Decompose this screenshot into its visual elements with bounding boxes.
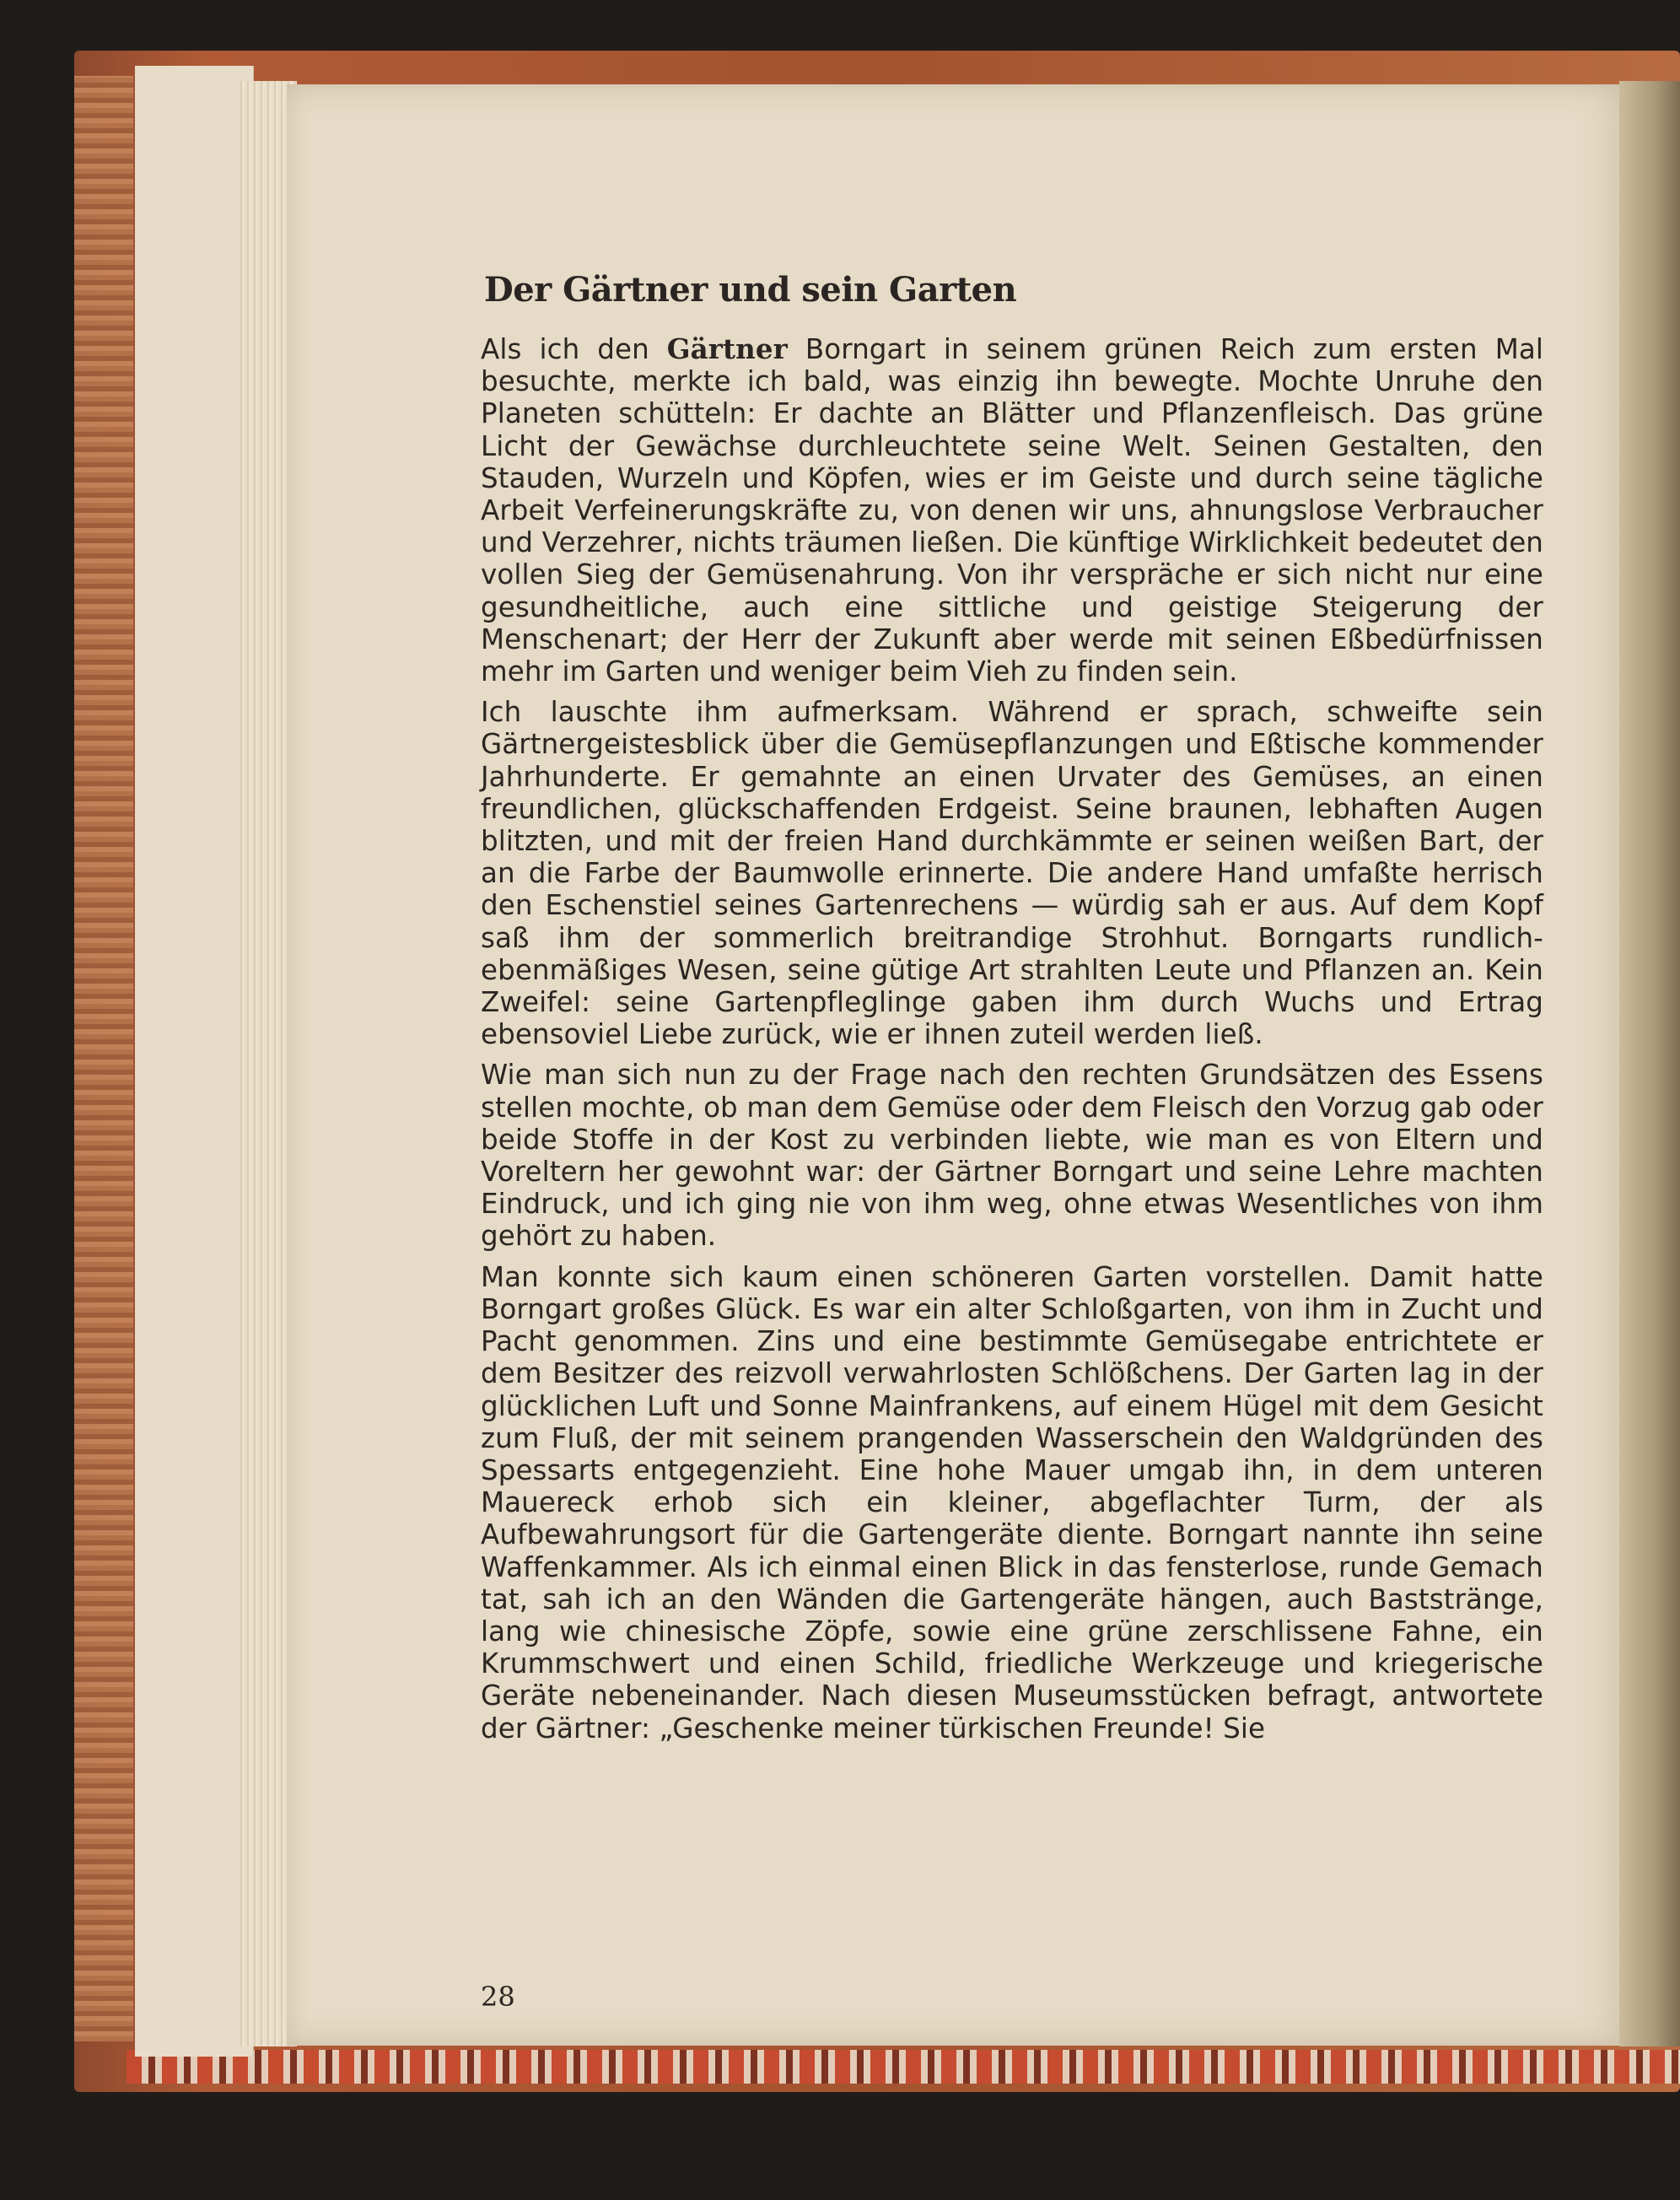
cover-edge xyxy=(74,76,133,2041)
book-page xyxy=(287,84,1636,2046)
paragraph-1 xyxy=(481,333,1543,688)
cover-stripe xyxy=(127,2050,1680,2084)
page-gutter xyxy=(1619,81,1680,2046)
paragraph-4: Man konnte sich kaum einen schöneren Garten vorstellen. Damit hatte Borngart großes Glück. Es war ein alter Schloßgarten, von ihm in Zucht und Pacht genommen. Zins und eine bestimmte Gemüsegabe entrichtete er dem Besitzer des reizvoll verwahrlosten Schlößchens. Der Garten lag in der glücklichen Luft und Sonne Mainfrankens, auf einem Hügel mit dem Gesicht zum Fluß, der mit seinem prangenden Wasserschein den Waldgründen des Spessarts entgegenzieht. Eine hohe Mauer umgab ihn, in dem unteren Mauereck erhob sich ein kleiner, abgeflachter Turm, der als Aufbewahrungsort für die Gartengeräte diente. Borngart nannte ihn seine Waffenkammer. Als ich einmal einen Blick in das fensterlose, runde Gemach tat, sah ich an den Wänden die Gartengeräte hängen, auch Baststränge, lang wie chinesische Zöpfe, sowie eine grüne zerschlissene Fahne, ein Krummschwert und einen Schild, friedliche Werkzeuge und kriegerische Geräte nebeneinander. Nach diesen Museumsstücken befragt, antwortete der Gärtner: „Geschenke meiner türkischen Freunde! Sie xyxy=(481,1260,1543,1744)
page-title: Der Gärtner und sein Garten xyxy=(484,270,1017,310)
paragraph-2: Ich lauschte ihm aufmerksam. Während er sprach, schweifte sein Gärtnergeistesblick über die Gemüsepflanzungen und Eßtische kommender Jahrhunderte. Er gemahnte an einen Urvater des Gemüses, an einen freundlichen, glückschaffenden Erdgeist. Seine braunen, lebhaften Augen blitzten, und mit der freien Hand durchkämmte er seinen weißen Bart, der an die Farbe der Baumwolle erinnerte. Die andere Hand umfaßte herrisch den Eschenstiel seines Gartenrechens — würdig sah er aus. Auf dem Kopf saß ihm der sommerlich breitrandige Strohhut. Borngarts rundlich-ebenmäßiges Wesen, seine gütige Art strahlten Leute und Pflanzen an. Kein Zweifel: seine Gartenpfleglinge gaben ihm durch Wuchs und Ertrag ebensoviel Liebe zurück, wie er ihnen zuteil werden ließ. xyxy=(481,696,1543,1051)
paragraph-1-text: Borngart in seinem grünen Reich zum ersten Mal besuchte, merkte ich bald, was einzig ihn bewegte. Mochte Unruhe den Planeten schütteln: Er dachte an Blätter und Pflanzenfleisch. Das grüne Licht der Gewächse durchleuchtete seine Welt. Seinen Gestalten, den Stauden, Wurzeln und Köpfen, wies er im Geiste und durch seine tägliche Arbeit Verfeinerungskräfte zu, von denen wir uns, ahnungslose Verbraucher und Verzehrer, nichts träumen ließen. Die künftige Wirklichkeit bedeutet den vollen Sieg der Gemüsenahrung. Von ihr verspräche er sich nicht nur eine gesundheitliche, auch eine sittliche und geistige Steigerung der Menschenart; der Herr der Zukunft aber werde mit seinen Eßbedürfnissen mehr im Garten und weniger beim Vieh zu finden sein. xyxy=(481,333,1543,688)
paragraph-1-bold-word: Gärtner xyxy=(666,332,788,365)
paragraph-1-lead: Als ich den xyxy=(481,333,667,365)
paragraph-3: Wie man sich nun zu der Frage nach den rechten Grundsätzen des Essens stellen mochte, ob man dem Gemüse oder dem Fleisch den Vorzug gab oder beide Stoffe in der Kost zu verbinden liebte, wie man es von Eltern und Voreltern her gewohnt war: der Gärtner Borngart und seine Lehre machten Eindruck, und ich ging nie von ihm weg, ohne etwas Wesentliches von ihm gehört zu haben. xyxy=(481,1059,1543,1253)
page-content xyxy=(481,270,1543,1753)
page-number: 28 xyxy=(481,1981,515,2013)
underlying-page xyxy=(135,66,254,2057)
